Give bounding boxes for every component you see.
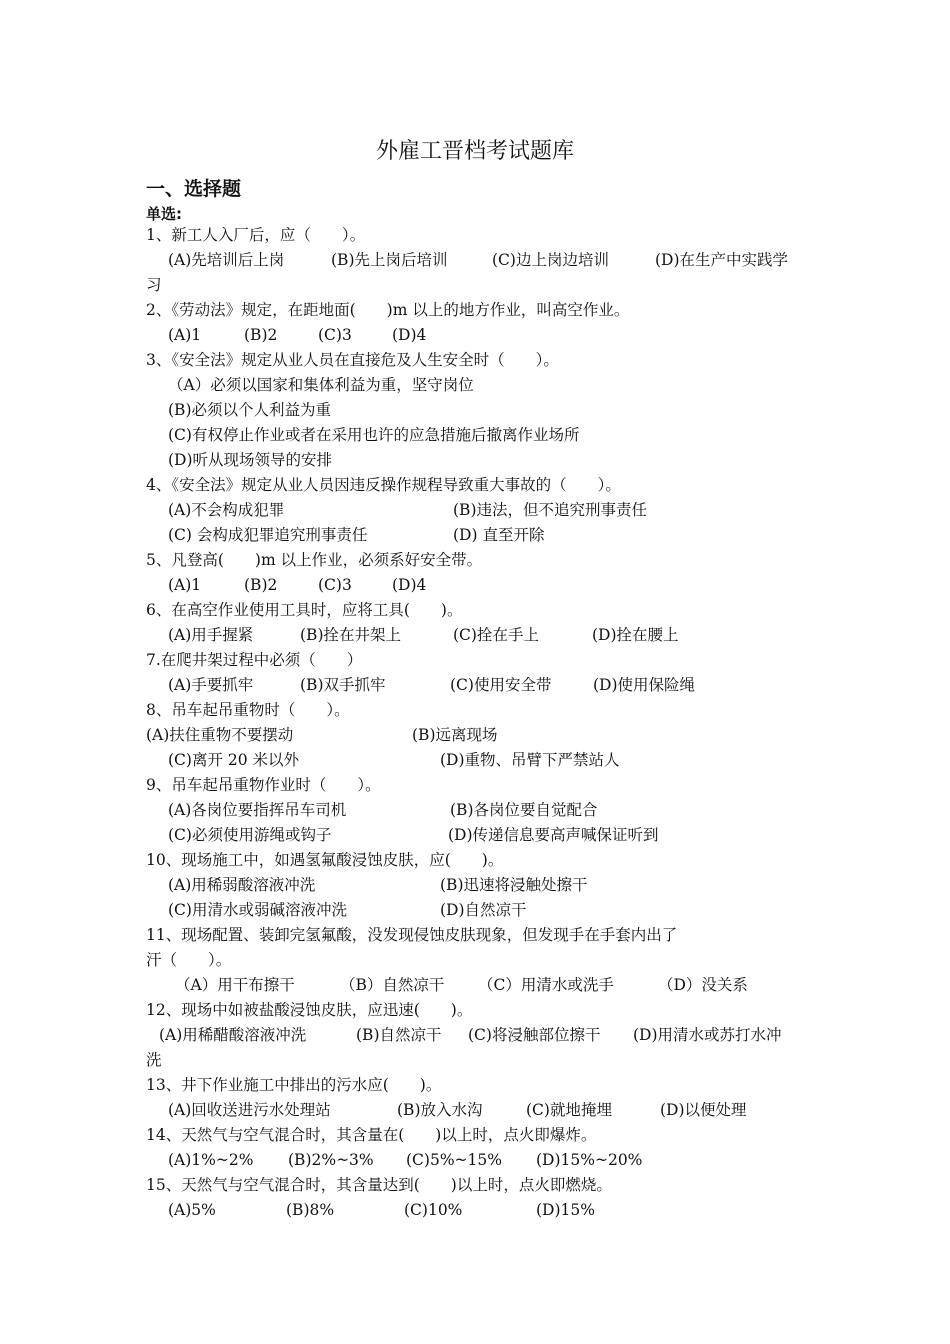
option: (A)回收送进污水处理站 <box>168 1101 331 1119</box>
option: (B)必须以个人利益为重 <box>168 401 331 419</box>
option: (C)边上岗边培训 <box>492 251 609 269</box>
question-text: 8、吊车起吊重物时（ ）。 <box>146 701 350 719</box>
option: (D)听从现场领导的安排 <box>168 451 333 469</box>
option: (C)10% <box>404 1201 463 1219</box>
option: (C) 会构成犯罪追究刑事责任 <box>168 526 368 544</box>
option: (A)不会构成犯罪 <box>168 501 285 519</box>
question-text: 5、凡登高( )m 以上作业，必须系好安全带。 <box>146 551 483 569</box>
option: (C)拴在手上 <box>453 626 539 644</box>
question-text: 3、《安全法》规定从业人员在直接危及人生安全时（ ）。 <box>146 351 559 369</box>
option: (D) 直至开除 <box>453 526 545 544</box>
option: (D)4 <box>392 576 427 594</box>
option: (B)2 <box>244 576 278 594</box>
option: (C)5%~15% <box>406 1151 502 1169</box>
option: (B)各岗位要自觉配合 <box>450 801 598 819</box>
option: (D)重物、吊臂下严禁站人 <box>440 751 620 769</box>
option: (C)3 <box>318 326 352 344</box>
option: （A）用干布擦干 <box>175 976 295 994</box>
option: (D)使用保险绳 <box>593 676 696 694</box>
option: (B)远离现场 <box>412 726 498 744</box>
option: (C)用清水或弱碱溶液冲洗 <box>168 901 347 919</box>
question-text: 7.在爬井架过程中必须（ ） <box>146 651 363 669</box>
option: (B)自然凉干 <box>356 1026 442 1044</box>
option: (B)迅速将浸触处擦干 <box>440 876 588 894</box>
option: (D)传递信息要高声喊保证听到 <box>448 826 659 844</box>
option: (B)拴在井架上 <box>300 626 401 644</box>
option: (D)用清水或苏打水冲 <box>633 1026 782 1044</box>
question-text: 11、现场配置、装卸完氢氟酸，没发现侵蚀皮肤现象，但发现手在手套内出了 <box>146 926 678 944</box>
document-title: 外雇工晋档考试题库 <box>375 139 574 164</box>
question-text: 13、井下作业施工中排出的污水应( )。 <box>146 1076 442 1094</box>
option: (A)先培训后上岗 <box>168 251 285 269</box>
question-text: 4、《安全法》规定从业人员因违反操作规程导致重大事故的（ ）。 <box>146 476 621 494</box>
option: (A)手要抓牢 <box>168 676 254 694</box>
question-text: 2、《劳动法》规定，在距地面( )m 以上的地方作业，叫高空作业。 <box>146 301 630 319</box>
section-heading: 一、选择题 <box>146 178 242 200</box>
option: (C)离开 20 米以外 <box>168 751 300 769</box>
option: (D)拴在腰上 <box>592 626 679 644</box>
question-text: 14、天然气与空气混合时，其含量在( )以上时，点火即爆炸。 <box>146 1126 597 1144</box>
option: (D)自然凉干 <box>440 901 527 919</box>
option: (D)以便处理 <box>660 1101 747 1119</box>
option: (A)用稀醋酸溶液冲洗 <box>159 1026 307 1044</box>
subsection-heading: 单选: <box>146 205 182 223</box>
option-wrap: 洗 <box>146 1051 162 1069</box>
option: (C)必须使用游绳或钩子 <box>168 826 332 844</box>
option: (D)4 <box>392 326 427 344</box>
option: (B)2%~3% <box>288 1151 374 1169</box>
question-text-wrap: 汗（ ）。 <box>146 951 232 969</box>
option: (D)在生产中实践学 <box>655 251 789 269</box>
option: （B）自然凉干 <box>340 976 445 994</box>
question-text: 15、天然气与空气混合时，其含量达到( )以上时，点火即燃烧。 <box>146 1176 612 1194</box>
question-text: 9、吊车起吊重物作业时（ ）。 <box>146 776 381 794</box>
option: (B)2 <box>244 326 278 344</box>
option: (B)双手抓牢 <box>300 676 386 694</box>
option: (D)15%~20% <box>536 1151 643 1169</box>
option: （C）用清水或洗手 <box>478 976 614 994</box>
option: (C)就地掩埋 <box>526 1101 612 1119</box>
option-wrap: 习 <box>146 276 162 294</box>
option: （D）没关系 <box>658 976 748 994</box>
question-text: 1、新工人入厂后，应（ ）。 <box>146 226 366 244</box>
option: (B)放入水沟 <box>397 1101 483 1119</box>
option: (C)将浸触部位擦干 <box>468 1026 601 1044</box>
option: (A)用稀弱酸溶液冲洗 <box>168 876 316 894</box>
option: (A)扶住重物不要摆动 <box>146 726 294 744</box>
question-text: 6、在高空作业使用工具时，应将工具( )。 <box>146 601 463 619</box>
option: (D)15% <box>536 1201 595 1219</box>
option: (A)1 <box>168 326 202 344</box>
option: (C)3 <box>318 576 352 594</box>
option: (A)用手握紧 <box>168 626 254 644</box>
option: (A)1 <box>168 576 202 594</box>
option: (A)5% <box>168 1201 216 1219</box>
option: (A)1%~2% <box>168 1151 254 1169</box>
option: （A）必须以国家和集体利益为重，坚守岗位 <box>168 376 474 394</box>
option: (C)使用安全带 <box>450 676 552 694</box>
option: (B)违法，但不追究刑事责任 <box>453 501 647 519</box>
question-text: 12、现场中如被盐酸浸蚀皮肤，应迅速( )。 <box>146 1001 473 1019</box>
option: (B)先上岗后培训 <box>331 251 448 269</box>
question-text: 10、现场施工中，如遇氢氟酸浸蚀皮肤，应( )。 <box>146 851 504 869</box>
option: (B)8% <box>286 1201 335 1219</box>
option: (C)有权停止作业或者在采用也许的应急措施后撤离作业场所 <box>168 426 580 444</box>
option: (A)各岗位要指挥吊车司机 <box>168 801 347 819</box>
